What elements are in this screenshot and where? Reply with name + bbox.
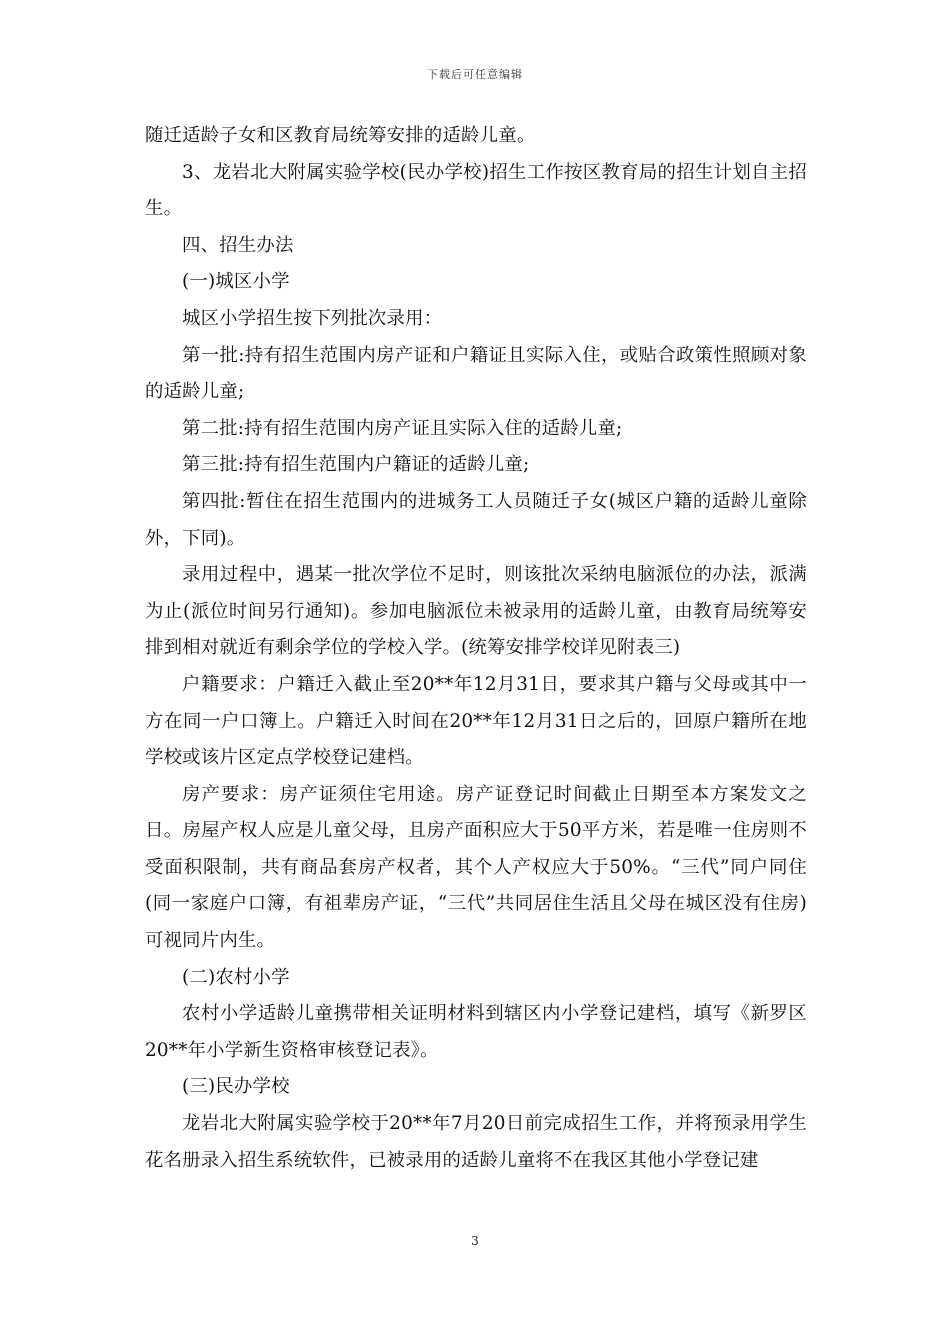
paragraph: 房产要求：房产证须住宅用途。房产证登记时间截止日期至本方案发文之日。房屋产权人应是儿童父母，且房产面积应大于50平方米，若是唯一住房则不受面积限制，共有商品套房产权者，其个人产权应大于50%。“三代”同户同住(同一家庭户口簿，有祖辈房产证，“三代”共同居住生活且父母在城区没有住房)可视同片内生。	[145, 783, 807, 952]
paragraph: 农村小学适龄儿童携带相关证明材料到辖区内小学登记建档，填写《新罗区20**年小学新生资格审核登记表》。	[145, 1003, 807, 1061]
paragraph: 城区小学招生按下列批次录用：	[182, 307, 443, 329]
page-number: 3	[471, 1234, 479, 1248]
subsection-heading: (一)城区小学	[182, 271, 290, 293]
page-header: 下载后可任意编辑	[427, 68, 523, 81]
paragraph: 户籍要求：户籍迁入截止至20**年12月31日，要求其户籍与父母或其中一方在同一户口簿上。户籍迁入时间在20**年12月31日之后的，回原户籍所在地学校或该片区定点学校登记建档。	[145, 673, 807, 769]
section-heading: 四、招生办法	[182, 234, 294, 256]
paragraph: 第一批:持有招生范围内房产证和户籍证且实际入住，或贴合政策性照顾对象的适龄儿童;	[145, 344, 807, 403]
paragraph: 第二批:持有招生范围内房产证且实际入住的适龄儿童;	[182, 417, 623, 439]
subsection-heading: (三)民办学校	[182, 1076, 290, 1098]
paragraph: 3、龙岩北大附属实验学校(民办学校)招生工作按区教育局的招生计划自主招生。	[145, 161, 807, 220]
paragraph: 随迁适龄子女和区教育局统筹安排的适龄儿童。	[145, 125, 536, 146]
document-body	[145, 118, 807, 1179]
paragraph: 第四批:暂住在招生范围内的进城务工人员随迁子女(城区户籍的适龄儿童除外，下同)。	[145, 490, 807, 549]
subsection-heading: (二)农村小学	[182, 966, 290, 988]
paragraph: 录用过程中，遇某一批次学位不足时，则该批次采纳电脑派位的办法，派满为止(派位时间另行通知)。参加电脑派位未被录用的适龄儿童，由教育局统筹安排到相对就近有剩余学位的学校入学。(统筹安排学校详见附表三)	[145, 564, 807, 659]
paragraph: 第三批:持有招生范围内户籍证的适龄儿童;	[182, 454, 530, 476]
paragraph: 龙岩北大附属实验学校于20**年7月20日前完成招生工作，并将预录用学生花名册录入招生系统软件，已被录用的适龄儿童将不在我区其他小学登记建	[145, 1113, 807, 1171]
